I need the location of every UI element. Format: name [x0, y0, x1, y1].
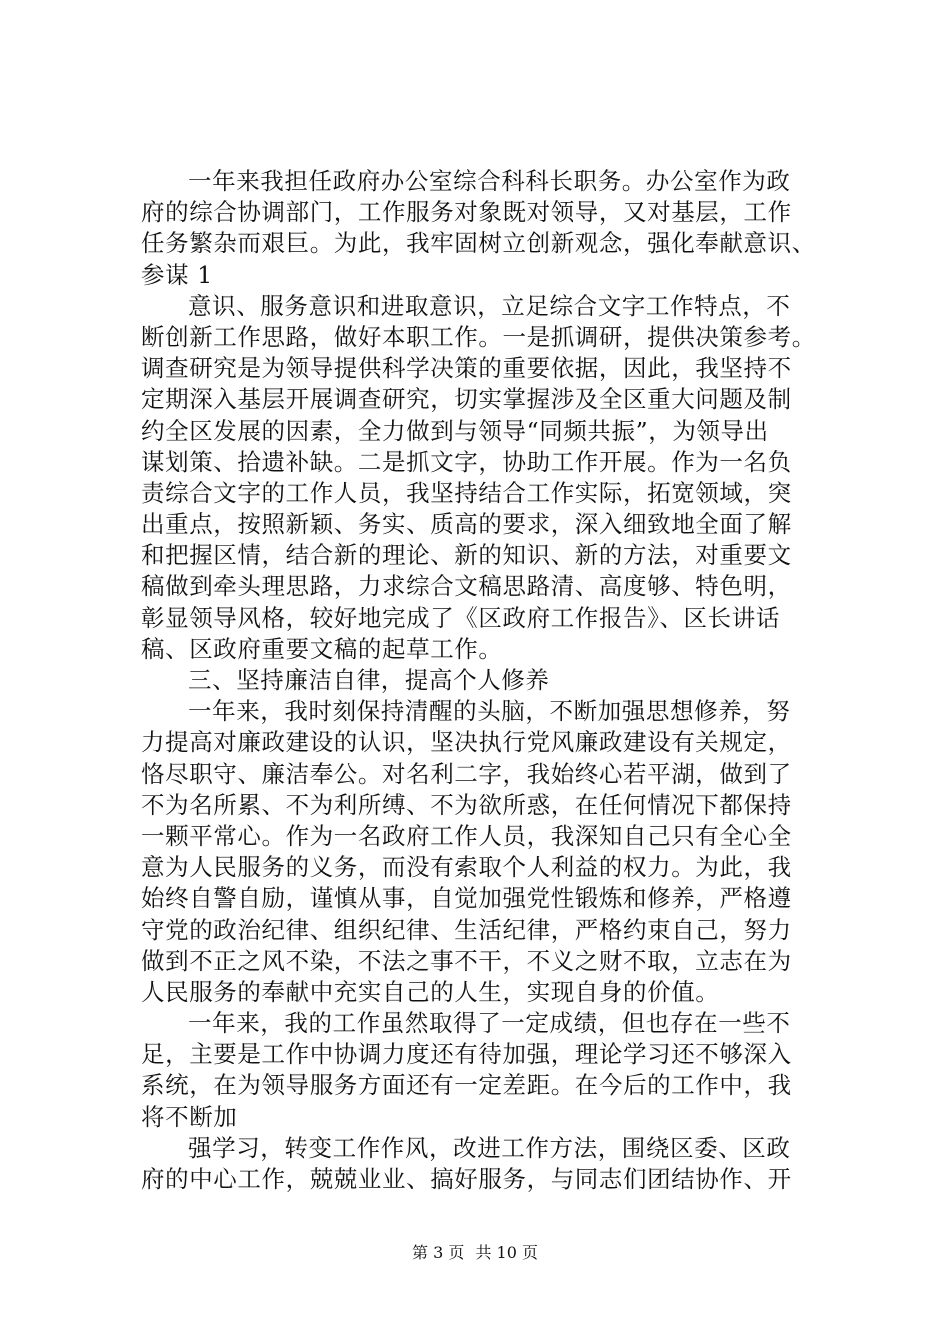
text-line: 将不断加	[141, 1102, 238, 1131]
text-line: 谋划策、拾遗补缺。二是抓文字，协助工作开展。作为一名负	[141, 447, 792, 476]
text-line: 出重点，按照新颖、务实、质高的要求，深入细致地全面了解	[141, 510, 792, 539]
text-line: 足，主要是工作中协调力度还有待加强，理论学习还不够深入	[141, 1040, 792, 1069]
text-line: 不为名所累、不为利所缚、不为欲所惑，在任何情况下都保持	[141, 790, 792, 819]
paragraph	[141, 1008, 821, 1133]
page-total: 共 10 页	[475, 1243, 538, 1262]
text-line: 任务繁杂而艰巨。为此，我牢固树立创新观念，强化奉献意识、	[141, 229, 816, 258]
text-line: 守党的政治纪律、组织纪律、生活纪律，严格约束自己，努力	[141, 915, 792, 944]
text-line: 彰显领导风格，较好地完成了《区政府工作报告》、区长讲话	[141, 603, 780, 632]
paragraph	[141, 696, 821, 1008]
text-line: 恪尽职守、廉洁奉公。对名利二字，我始终心若平湖，做到了	[141, 759, 792, 788]
text-line: 一颗平常心。作为一名政府工作人员，我深知自己只有全心全	[141, 821, 792, 850]
paragraph	[141, 291, 821, 665]
paragraph	[141, 166, 821, 291]
page-number: 第 3 页	[412, 1243, 465, 1262]
paragraph	[141, 1133, 821, 1195]
text-line: 府的综合协调部门，工作服务对象既对领导，又对基层，工作	[141, 198, 792, 227]
text-line: 意识、服务意识和进取意识，立足综合文字工作特点，不	[188, 291, 791, 320]
text-line: 强学习，转变工作作风，改进工作方法，围绕区委、区政	[188, 1133, 791, 1162]
text-line: 意为人民服务的义务，而没有索取个人利益的权力。为此，我	[141, 853, 792, 882]
text-line: 系统，在为领导服务方面还有一定差距。在今后的工作中，我	[141, 1071, 792, 1100]
text-line: 一年来，我时刻保持清醒的头脑，不断加强思想修养，努	[188, 697, 791, 726]
paragraph	[141, 665, 821, 696]
text-line: 一年来我担任政府办公室综合科科长职务。办公室作为政	[188, 167, 791, 195]
text-line: 府的中心工作，兢兢业业、搞好服务，与同志们团结协作、开	[141, 1165, 792, 1193]
text-line: 参谋 1	[141, 260, 213, 289]
text-line: 始终自警自励，谨慎从事，自觉加强党性锻炼和修养，严格遵	[141, 884, 792, 913]
page-footer	[0, 1243, 950, 1263]
text-line: 稿做到牵头理思路，力求综合文稿思路清、高度够、特色明，	[141, 572, 792, 601]
text-line: 定期深入基层开展调查研究，切实掌握涉及全区重大问题及制	[141, 385, 792, 414]
text-line: 做到不正之风不染，不法之事不干，不义之财不取，立志在为	[141, 946, 792, 975]
text-line: 和把握区情，结合新的理论、新的知识、新的方法，对重要文	[141, 541, 792, 570]
text-line: 约全区发展的因素，全力做到与领导“同频共振”，为领导出	[141, 416, 769, 445]
text-line: 一年来，我的工作虽然取得了一定成绩，但也存在一些不	[188, 1009, 791, 1038]
text-line: 断创新工作思路，做好本职工作。一是抓调研，提供决策参考。	[141, 322, 816, 351]
text-line: 责综合文字的工作人员，我坚持结合工作实际，拓宽领域，突	[141, 478, 792, 507]
text-line: 调查研究是为领导提供科学决策的重要依据，因此，我坚持不	[141, 354, 792, 383]
text-line: 人民服务的奉献中充实自己的人生，实现自身的价值。	[141, 977, 720, 1006]
text-line: 力提高对廉政建设的认识，坚决执行党风廉政建设有关规定，	[141, 728, 792, 757]
body-text	[141, 166, 821, 1195]
text-line: 稿、区政府重要文稿的起草工作。	[141, 634, 503, 663]
text-line: 三、坚持廉洁自律，提高个人修养	[188, 666, 550, 694]
